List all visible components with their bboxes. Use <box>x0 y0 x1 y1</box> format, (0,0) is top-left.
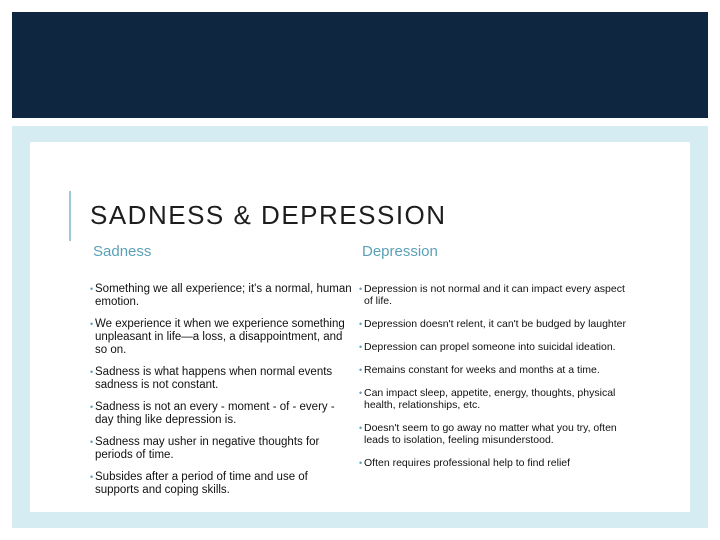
list-item-text: Depression doesn't relent, it can't be budged by laughter <box>364 318 627 330</box>
bullet-icon: • <box>359 284 363 294</box>
header-band <box>12 12 708 118</box>
bullet-icon: • <box>90 437 94 447</box>
list-item <box>90 471 352 497</box>
list-item <box>359 318 629 330</box>
list-item <box>90 366 352 392</box>
list-item-text: Depression is not normal and it can impact every aspect of life. <box>364 283 625 307</box>
list-item <box>359 283 629 307</box>
list-item-text: Remains constant for weeks and months at a time. <box>364 364 600 376</box>
sadness-list <box>90 283 352 506</box>
depression-heading: Depression <box>362 243 438 260</box>
bullet-icon: • <box>90 472 94 482</box>
list-item-text: Doesn't seem to go away no matter what you try, often leads to isolation, feeling misunderstood. <box>364 422 617 446</box>
list-item-text: Often requires professional help to find relief <box>364 457 571 469</box>
list-item-text: Depression can propel someone into suicidal ideation. <box>364 341 616 353</box>
list-item-text: Can impact sleep, appetite, energy, thoughts, physical health, relationships, etc. <box>364 387 616 411</box>
list-item-text: Sadness may usher in negative thoughts for periods of time. <box>95 436 320 461</box>
list-item-text: Subsides after a period of time and use of supports and coping skills. <box>95 471 308 496</box>
list-item <box>90 401 352 427</box>
bullet-icon: • <box>359 365 363 375</box>
content-panel <box>30 142 690 512</box>
list-item <box>90 436 352 462</box>
list-item <box>90 318 352 357</box>
list-item-text: Something we all experience; it's a normal, human emotion. <box>95 283 352 308</box>
list-item <box>359 387 629 411</box>
bullet-icon: • <box>359 423 363 433</box>
bullet-icon: • <box>359 388 363 398</box>
list-item-text: Sadness is what happens when normal events sadness is not constant. <box>95 366 333 391</box>
list-item <box>359 341 629 353</box>
list-item <box>359 457 629 469</box>
bullet-icon: • <box>359 458 363 468</box>
slide-frame <box>12 126 708 528</box>
list-item <box>90 283 352 309</box>
bullet-icon: • <box>90 367 94 377</box>
title-accent-bar <box>69 191 71 241</box>
bullet-icon: • <box>359 342 363 352</box>
bullet-icon: • <box>90 402 94 412</box>
list-item <box>359 364 629 376</box>
depression-list <box>359 283 629 480</box>
slide-title: SADNESS & DEPRESSION <box>90 200 447 230</box>
list-item-text: Sadness is not an every - moment - of - every - day thing like depression is. <box>95 401 335 426</box>
bullet-icon: • <box>359 319 363 329</box>
list-item <box>359 422 629 446</box>
list-item-text: We experience it when we experience something unpleasant in life—a loss, a disappointment, and so on. <box>95 318 345 356</box>
bullet-icon: • <box>90 319 94 329</box>
sadness-heading: Sadness <box>93 243 152 260</box>
bullet-icon: • <box>90 284 94 294</box>
